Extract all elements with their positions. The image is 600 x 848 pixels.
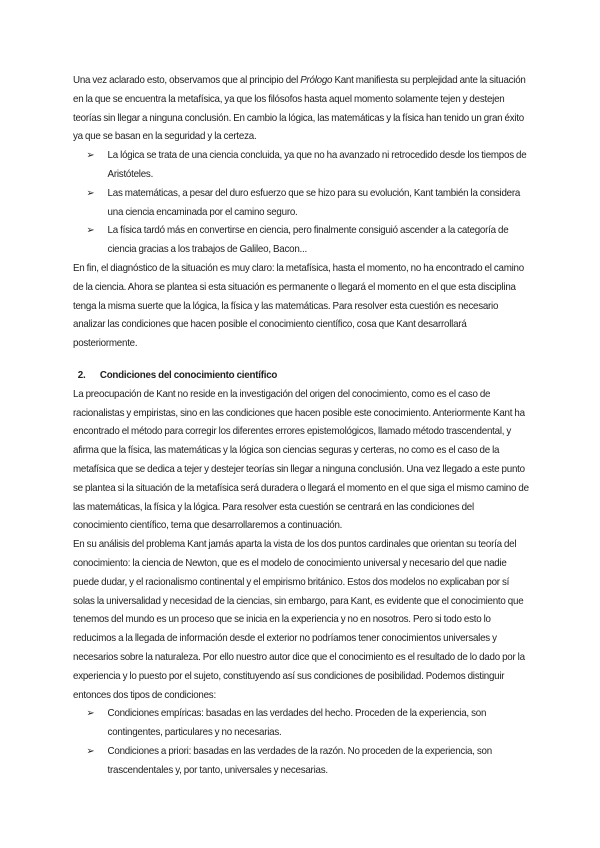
- list-item-text: Condiciones empíricas: basadas en las verdades del hecho. Proceden de la experiencia, son contingentes, particulares y no necesarias.: [107, 708, 487, 739]
- list-item-text: Las matemáticas, a pesar del duro esfuerzo que se hizo para su evolución, Kant también la considera una ciencia encaminada por el camino seguro.: [107, 187, 521, 218]
- list-item: [73, 185, 529, 223]
- document-body: [73, 72, 529, 780]
- list-item-text: La física tardó más en convertirse en ciencia, pero finalmente consiguió ascender a la categoría de ciencia gracias a los trabajos de Galileo, Bacon...: [107, 225, 509, 256]
- paragraph-analysis: En su análisis del problema Kant jamás aparta la vista de los dos puntos cardinales que orientan su teoría del conocimiento: la ciencia de Newton, que es el modelo de conocimiento universal y necesario del que nadie puede dudar, y el racionalismo continental y el empirismo británico. Estos dos modelos no explicaban por sí solas la universalidad y necesidad de la ciencias, sin embargo, para Kant, es evidente que el conocimiento que tenemos del mundo es un proceso que se inicia en la experiencia y no en nosotros. Pero si todo esto lo reducimos a la llegada de información desde el exterior no podríamos tener conocimientos universales y necesarios sobre la naturaleza. Por ello nuestro autor dice que el conocimiento es el resultado de lo dado por la experiencia y lo puesto por el sujeto, constituyendo así sus condiciones de posibilidad. Podemos distinguir entonces dos tipos de condiciones:: [73, 539, 525, 701]
- arrow-bullet-icon: ➢: [86, 745, 95, 757]
- conditions-bullet-list: [73, 705, 529, 780]
- paragraph-diagnosis: En fin, el diagnóstico de la situación es muy claro: la metafísica, hasta el momento, no ha encontrado el camino de la ciencia. Ahora se plantea si esta situación es permanente o llegará el momento en el que esta disciplina tenga la misma suerte que la lógica, la física y las matemáticas. Para resolver esta cuestión es necesario analizar las condiciones que hacen posible el conocimiento científico, cosa que Kant desarrollará posteriormente.: [73, 262, 524, 350]
- spacer: [73, 354, 529, 367]
- list-item-text: La lógica se trata de una ciencia concluida, ya que no ha avanzado ni retrocedido desde los tiempos de Aristóteles.: [107, 150, 527, 180]
- sciences-bullet-list: [73, 147, 529, 260]
- list-item: [73, 743, 529, 781]
- paragraph-kant-concern: La preocupación de Kant no reside en la investigación del origen del conocimiento, como es el caso de racionalistas y empiristas, sino en las condiciones que hacen posible este conocimiento. Anteriormente Kant ha encontrado el método para corregir los diferentes errores epistemológicos, llamado método trascendental, y afirma que la física, las matemáticas y la lógica son ciencias seguras y certeras, no como es el caso de la metafísica que se dedica a tejer y destejer teorías sin llegar a ninguna conclusión. Una vez llegado a este punto se plantea si la situación de la metafísica será duradera o llegará el momento en el que siga el mismo camino de las matemáticas, la física y la lógica. Para resolver esta cuestión se centrará en las condiciones del conocimiento científico, tema que desarrollaremos a continuación.: [73, 388, 529, 532]
- section-heading: [73, 367, 529, 386]
- section-title: Condiciones del conocimiento científico: [99, 369, 278, 381]
- list-item: [73, 705, 529, 743]
- list-item-text: Condiciones a priori: basadas en las verdades de la razón. No proceden de la experiencia, son trascendentales y, por tanto, universales y necesarias.: [107, 745, 492, 776]
- list-item: [73, 147, 529, 185]
- paragraph-intro: [73, 72, 529, 147]
- list-item: [73, 222, 529, 260]
- paragraph-intro-text-end: Kant manifiesta su perplejidad ante la situación en la que se encuentra la metafísica, ya que los filósofos hasta aquel momento solamente tejen y destejen teorías sin llegar a ninguna conclusión. En cambio la lógica, las matemáticas y la física han tenido un gran éxito ya que se basan en la seguridad y la certeza.: [73, 75, 526, 143]
- prologo-emphasis: Prólogo: [300, 75, 333, 86]
- arrow-bullet-icon: ➢: [86, 708, 95, 720]
- arrow-bullet-icon: ➢: [86, 187, 95, 199]
- arrow-bullet-icon: ➢: [86, 150, 95, 162]
- section-number: 2.: [77, 369, 86, 381]
- paragraph-intro-text-start: Una vez aclarado esto, observamos que al principio del: [73, 75, 301, 86]
- arrow-bullet-icon: ➢: [86, 225, 95, 237]
